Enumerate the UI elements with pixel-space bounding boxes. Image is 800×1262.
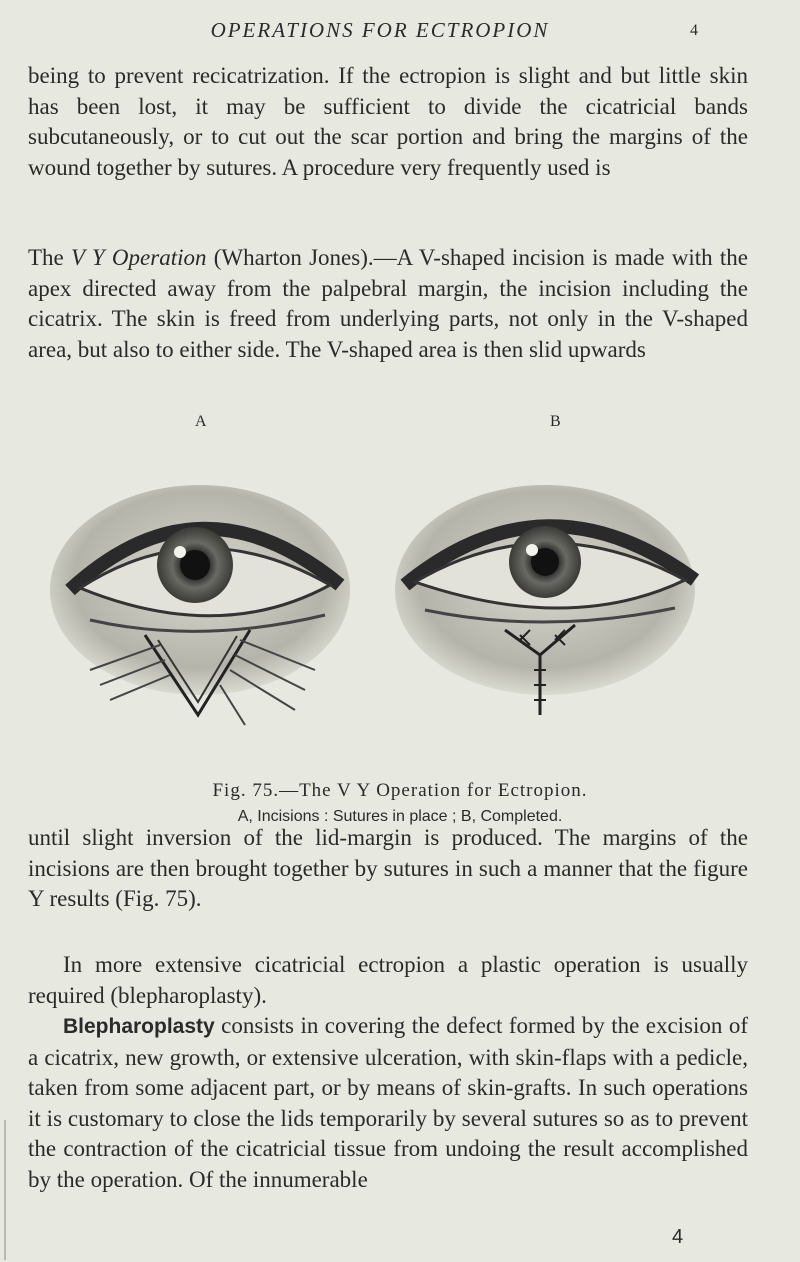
page-mark: 4 — [690, 22, 698, 39]
page-edge-line — [4, 1120, 6, 1260]
figure-caption-legend: A, Incisions : Sutures in place ; B, Completed. — [237, 808, 563, 825]
paragraph-2-rest: (Wharton Jones).—A V-shaped incision is made with the apex directed away from the palpebral margin, the incision including the cicatrix. The skin is freed from underlying parts, not only in the V-shaped area, but also to either side. The V-shaped area is then slid upwards — [28, 245, 749, 362]
figure-label-b: B — [550, 413, 561, 430]
page-number: 4 — [672, 1226, 684, 1248]
eye-illustration — [50, 470, 710, 760]
operation-name: V Y Operation — [71, 245, 207, 270]
blepharoplasty-term: Blepharoplasty — [63, 1015, 215, 1038]
paragraph-4: In more extensive cicatricial ectropion a plastic operation is usually required (blepharoplasty). — [28, 952, 748, 1008]
paragraph-3: until slight inversion of the lid-margin is produced. The margins of the incisions are then brought together by sutures in such a manner that the figure Y results (Fig. 75). — [28, 825, 748, 911]
eye-a — [50, 485, 350, 725]
eye-b — [395, 485, 695, 715]
figure-label-a: A — [195, 413, 207, 430]
paragraph-1: being to prevent recicatrization. If the ectropion is slight and but little skin has been lost, it may be sufficient to divide the cicatricial bands subcutaneously, or to cut out the scar portion and bring the margins of the wound together by sutures. A procedure very frequently used is — [28, 63, 748, 180]
figure-caption: Fig. 75.—The V Y Operation for Ectropion. — [212, 780, 588, 801]
paragraph-5 — [28, 1011, 748, 1195]
paragraph-5-rest: consists in covering the defect formed by the excision of a cicatrix, new growth, or extensive ulceration, with skin-flaps with a pedicle, taken from some adjacent part, or by means of skin-grafts. In such operations it is customary to close the lids temporarily by several sutures so as to prevent the contraction of the cicatricial tissue from undoing the result accomplished by the operation. Of the innumerable — [28, 1013, 748, 1192]
paragraph-2-lead: The — [28, 245, 72, 270]
running-head: OPERATIONS FOR ECTROPION — [210, 18, 550, 42]
paragraph-2 — [28, 243, 748, 365]
